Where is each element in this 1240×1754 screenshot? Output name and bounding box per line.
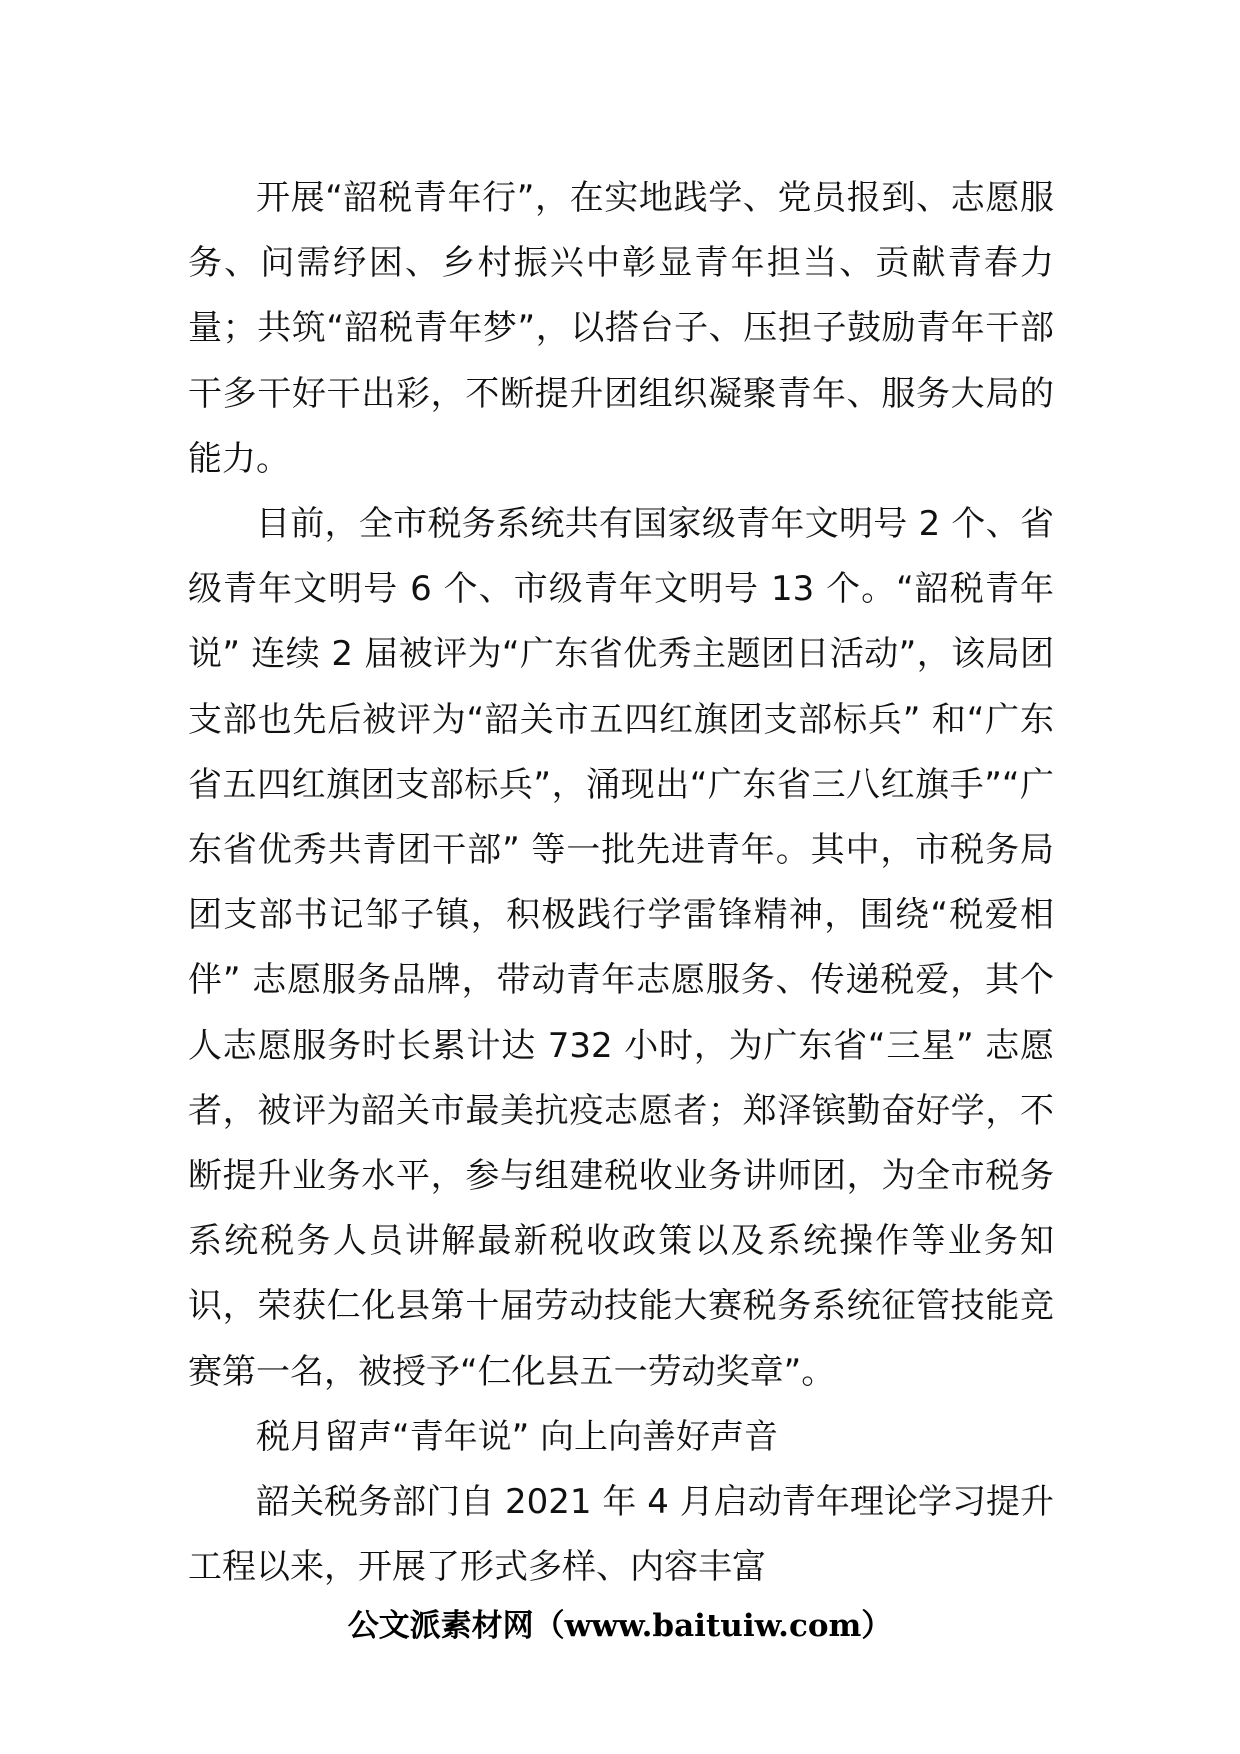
- section-heading: 税月留声“青年说” 向上向善好声音: [256, 1416, 779, 1457]
- paragraph-activities: 开展“韶税青年行”，在实地践学、党员报到、志愿服务、问需纾困、乡村振兴中彰显青年担当、贡献青春力量；共筑“韶税青年梦”，以搭台子、压担子鼓励青年干部干多干好干出彩，不断提升团组织凝聚青年、服务大局的能力。: [188, 178, 1054, 479]
- paragraph-program-start: 韶关税务部门自 2021 年 4 月启动青年理论学习提升工程以来，开展了形式多样、内容丰富: [188, 1482, 1054, 1588]
- paragraph-achievements: 目前，全市税务系统共有国家级青年文明号 2 个、省级青年文明号 6 个、市级青年文明号 13 个。“韶税青年说” 连续 2 届被评为“广东省优秀主题团日活动”，该局团支部也先后被评为“韶关市五四红旗团支部标兵” 和“广东省五四红旗团支部标兵”，涌现出“广东省三八红旗手”“广东省优秀共青团干部” 等一批先进青年。其中，市税务局团支部书记邹子镇，积极践行学雷锋精神，围绕“税爱相伴” 志愿服务品牌，带动青年志愿服务、传递税爱，其个人志愿服务时长累计达 732 小时，为广东省“三星” 志愿者，被评为韶关市最美抗疫志愿者；郑泽镔勤奋好学，不断提升业务水平，参与组建税收业务讲师团，为全市税务系统税务人员讲解最新税收政策以及系统操作等业务知识，荣获仁化县第十届劳动技能大赛税务系统征管技能竞赛第一名，被授予“仁化县五一劳动奖章”。: [188, 504, 1054, 1392]
- footer-source-credit: 公文派素材网（www.baituiw.com）: [347, 1608, 893, 1644]
- document-body: [188, 166, 1054, 1600]
